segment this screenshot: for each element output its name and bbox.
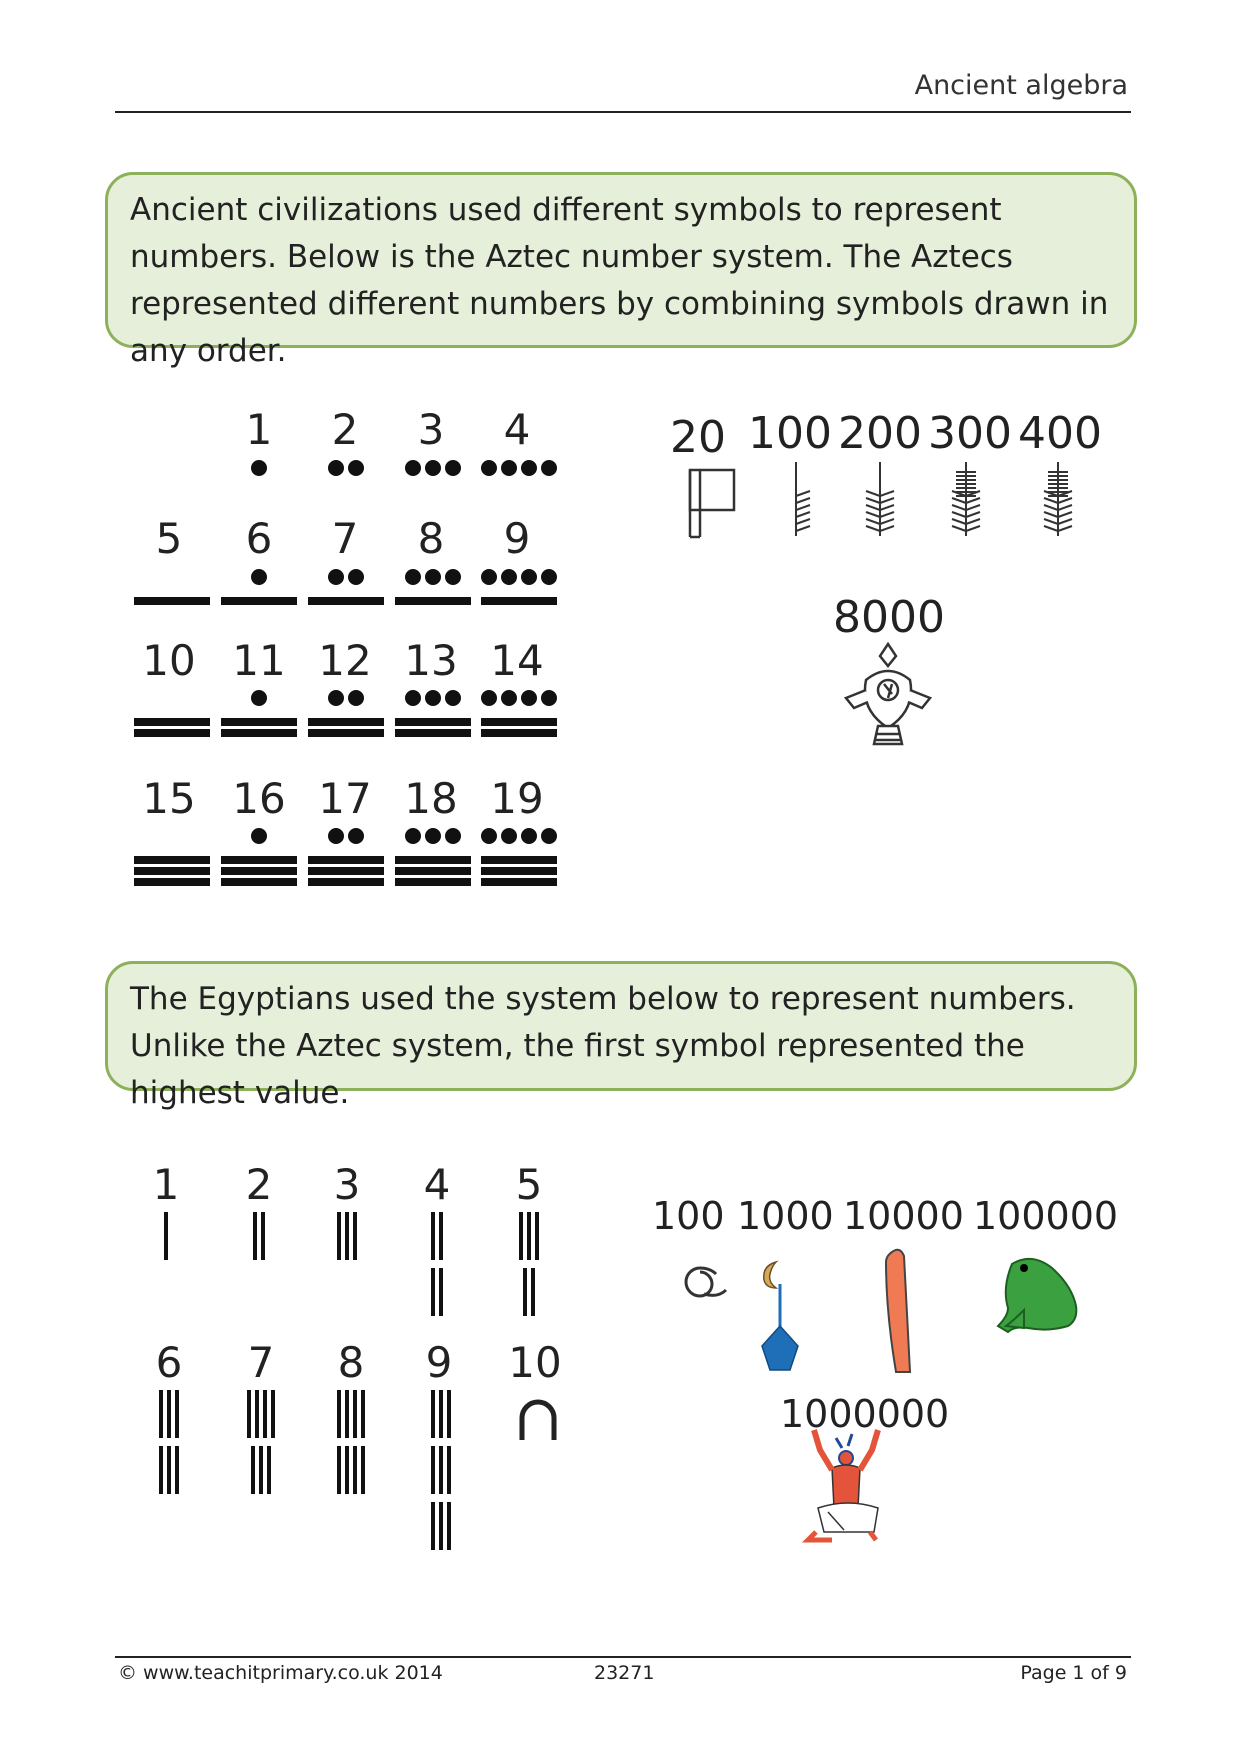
feather-icons: [796, 462, 1072, 536]
aztec-label-7: 7: [331, 514, 359, 563]
bar-mark: [308, 867, 384, 875]
aztec-glyph-19: [481, 828, 557, 886]
aztec-glyph-10: [134, 718, 210, 737]
incense-bag-icon: [846, 644, 930, 744]
footer-code: 23271: [594, 1662, 655, 1684]
egypt-glyph-7: [247, 1390, 275, 1494]
dot-mark: [481, 690, 497, 706]
feather-barb: [880, 498, 894, 503]
feather-barb: [966, 526, 980, 531]
dot-mark: [251, 690, 267, 706]
finger-icon: [886, 1250, 910, 1372]
feather-barb: [952, 498, 966, 503]
bar-mark: [395, 718, 471, 726]
tally-stroke: [259, 1446, 263, 1494]
tally-stroke: [431, 1502, 435, 1550]
dot-mark: [541, 690, 557, 706]
aztec-label-18: 18: [404, 774, 458, 823]
frog-icon: [998, 1259, 1076, 1332]
bar-mark: [134, 856, 210, 864]
tally-stroke: [345, 1446, 349, 1494]
egypt-label-9: 9: [425, 1338, 453, 1387]
dot-mark: [481, 460, 497, 476]
tally-stroke: [263, 1390, 267, 1438]
feather-icon-200: [866, 462, 894, 536]
dot-mark: [481, 828, 497, 844]
feather-barb: [796, 512, 810, 517]
aztec-label-11: 11: [232, 636, 286, 685]
egypt-glyph-9: [431, 1390, 451, 1550]
dot-mark: [445, 569, 461, 585]
egypt-glyph-5: [519, 1212, 539, 1316]
dot-mark: [251, 460, 267, 476]
aztec-label-16: 16: [232, 774, 286, 823]
bar-mark: [481, 729, 557, 737]
aztec-label-200: 200: [838, 408, 922, 459]
bar-mark: [308, 718, 384, 726]
egypt-label-8: 8: [337, 1338, 365, 1387]
feather-barb: [796, 505, 810, 510]
bar-mark: [134, 867, 210, 875]
aztec-label-5: 5: [155, 514, 183, 563]
tally-stroke: [167, 1390, 171, 1438]
feather-barb: [880, 491, 894, 496]
aztec-glyph-11: [221, 690, 297, 737]
tally-stroke: [271, 1390, 275, 1438]
bar-mark: [395, 867, 471, 875]
aztec-label-15: 15: [142, 774, 196, 823]
feather-barb: [1044, 512, 1058, 517]
bar-mark: [134, 878, 210, 886]
tally-stroke: [439, 1212, 443, 1260]
egypt-glyph-3: [337, 1212, 357, 1260]
aztec-label-17: 17: [318, 774, 372, 823]
aztec-glyph-14: [481, 690, 557, 737]
feather-barb: [796, 491, 810, 496]
egypt-glyph-8: [337, 1390, 365, 1494]
feather-barb: [1044, 505, 1058, 510]
aztec-label-4: 4: [503, 405, 531, 454]
egypt-glyph-4: [431, 1212, 443, 1316]
egypt-label-6: 6: [155, 1338, 183, 1387]
aztec-label-19: 19: [490, 774, 544, 823]
feather-barb: [966, 498, 980, 503]
aztec-glyph-8: [395, 569, 471, 605]
aztec-label-13: 13: [404, 636, 458, 685]
aztec-glyph-16: [221, 828, 297, 886]
tally-stroke: [439, 1502, 443, 1550]
tally-stroke: [167, 1446, 171, 1494]
dot-mark: [501, 690, 517, 706]
feather-barb: [796, 526, 810, 531]
dot-mark: [445, 828, 461, 844]
tally-stroke: [337, 1446, 341, 1494]
dot-mark: [445, 690, 461, 706]
tally-stroke: [431, 1268, 435, 1316]
aztec-glyph-1: [251, 460, 267, 476]
feather-barb: [1058, 498, 1072, 503]
tally-stroke: [361, 1446, 365, 1494]
egypt-glyph-6: [159, 1390, 179, 1494]
feather-barb: [880, 526, 894, 531]
tally-stroke: [535, 1212, 539, 1260]
egypt-glyph-1: [164, 1212, 168, 1260]
aztec-glyph-18: [395, 828, 471, 886]
aztec-glyph-4: [481, 460, 557, 476]
aztec-glyph-6: [221, 569, 297, 605]
egypt-label-3: 3: [333, 1160, 361, 1209]
bar-mark: [221, 878, 297, 886]
tally-stroke: [439, 1268, 443, 1316]
aztec-glyph-12: [308, 690, 384, 737]
bar-mark: [308, 878, 384, 886]
dot-mark: [328, 690, 344, 706]
dot-mark: [328, 569, 344, 585]
bar-mark: [221, 597, 297, 605]
feather-barb: [796, 498, 810, 503]
dot-mark: [251, 828, 267, 844]
feather-barb: [880, 505, 894, 510]
bar-mark: [134, 729, 210, 737]
feather-barb: [1058, 512, 1072, 517]
dot-mark: [405, 828, 421, 844]
dot-mark: [328, 828, 344, 844]
tally-stroke: [261, 1212, 265, 1260]
feather-barb: [952, 512, 966, 517]
bar-mark: [481, 597, 557, 605]
feather-barb: [866, 491, 880, 496]
dot-mark: [521, 569, 537, 585]
dot-mark: [328, 460, 344, 476]
egypt-intro-text: The Egyptians used the system below to represent numbers. Unlike the Aztec system, the first symbol represented the highest value.: [130, 981, 1076, 1111]
aztec-label-2: 2: [331, 405, 359, 454]
egypt-label-4: 4: [423, 1160, 451, 1209]
aztec-glyph-7: [308, 569, 384, 605]
bar-mark: [481, 867, 557, 875]
aztec-label-400: 400: [1018, 408, 1102, 459]
tally-stroke: [159, 1390, 163, 1438]
egypt-label-1000: 1000: [737, 1194, 834, 1238]
dot-mark: [348, 460, 364, 476]
aztec-label-12: 12: [318, 636, 372, 685]
footer-rule: [115, 1656, 1131, 1658]
egypt-tally-strokes: [159, 1212, 539, 1550]
egypt-label-1: 1: [152, 1160, 180, 1209]
feather-barb: [966, 512, 980, 517]
aztec-label-6: 6: [245, 514, 273, 563]
lotus-icon: [762, 1262, 798, 1370]
dot-mark: [541, 460, 557, 476]
dot-mark: [521, 828, 537, 844]
tally-stroke: [523, 1268, 527, 1316]
dot-mark: [425, 690, 441, 706]
bar-mark: [221, 867, 297, 875]
tally-stroke: [247, 1390, 251, 1438]
aztec-glyph-17: [308, 828, 384, 886]
egypt-label-7: 7: [247, 1338, 275, 1387]
tally-stroke: [353, 1446, 357, 1494]
egypt-label-10000: 10000: [843, 1194, 964, 1238]
egypt-label-100000: 100000: [973, 1194, 1119, 1238]
feather-icon-400: [1044, 462, 1072, 536]
dot-mark: [425, 569, 441, 585]
heel-bone-icon: [522, 1402, 554, 1440]
aztec-label-20: 20: [670, 412, 726, 463]
bar-mark: [395, 878, 471, 886]
aztec-label-9: 9: [503, 514, 531, 563]
tally-stroke: [251, 1446, 255, 1494]
tally-stroke: [431, 1446, 435, 1494]
tally-stroke: [175, 1446, 179, 1494]
dot-mark: [501, 569, 517, 585]
bar-mark: [308, 729, 384, 737]
aztec-label-10: 10: [142, 636, 196, 685]
aztec-label-8000: 8000: [833, 592, 945, 643]
tally-stroke: [345, 1390, 349, 1438]
feather-barb: [952, 505, 966, 510]
tally-stroke: [253, 1212, 257, 1260]
tally-stroke: [164, 1212, 168, 1260]
feather-barb: [966, 519, 980, 524]
dot-mark: [348, 569, 364, 585]
egypt-label-2: 2: [245, 1160, 273, 1209]
egypt-label-1000000: 1000000: [780, 1392, 950, 1436]
aztec-glyph-15: [134, 856, 210, 886]
dot-mark: [481, 569, 497, 585]
aztec-label-3: 3: [417, 405, 445, 454]
dot-mark: [521, 460, 537, 476]
bar-mark: [221, 718, 297, 726]
tally-stroke: [447, 1502, 451, 1550]
tally-stroke: [267, 1446, 271, 1494]
dot-mark: [425, 460, 441, 476]
feather-barb: [866, 512, 880, 517]
aztec-label-8: 8: [417, 514, 445, 563]
dot-mark: [405, 460, 421, 476]
dot-mark: [521, 690, 537, 706]
dot-mark: [405, 569, 421, 585]
feather-barb: [866, 498, 880, 503]
feather-barb: [866, 526, 880, 531]
tally-stroke: [159, 1446, 163, 1494]
header-title: Ancient algebra: [914, 70, 1128, 101]
feather-barb: [1058, 526, 1072, 531]
tally-stroke: [337, 1212, 341, 1260]
aztec-label-300: 300: [928, 408, 1012, 459]
bar-mark: [395, 856, 471, 864]
dot-mark: [348, 828, 364, 844]
bar-mark: [481, 878, 557, 886]
dot-mark: [348, 690, 364, 706]
aztec-label-1: 1: [245, 405, 273, 454]
feather-barb: [1058, 505, 1072, 510]
aztec-intro-text: Ancient civilizations used different symbols to represent numbers. Below is the Aztec number system. The Aztecs represented different numbers by combining symbols drawn in any order.: [130, 192, 1109, 369]
bar-mark: [221, 856, 297, 864]
feather-barb: [866, 519, 880, 524]
aztec-glyph-5: [134, 597, 210, 605]
feather-barb: [1044, 519, 1058, 524]
aztec-label-14: 14: [490, 636, 544, 685]
tally-stroke: [337, 1390, 341, 1438]
feather-icon-100: [796, 462, 810, 536]
tally-stroke: [447, 1390, 451, 1438]
feather-barb: [796, 519, 810, 524]
tally-stroke: [345, 1212, 349, 1260]
dot-mark: [541, 569, 557, 585]
aztec-glyph-2: [328, 460, 364, 476]
dot-mark: [405, 690, 421, 706]
dot-mark: [425, 828, 441, 844]
tally-stroke: [361, 1390, 365, 1438]
bar-mark: [221, 729, 297, 737]
tally-stroke: [175, 1390, 179, 1438]
egypt-label-10: 10: [508, 1338, 562, 1387]
footer-page-number: Page 1 of 9: [1020, 1662, 1127, 1684]
tally-stroke: [531, 1268, 535, 1316]
feather-barb: [1044, 498, 1058, 503]
aztec-glyph-9: [481, 569, 557, 605]
egypt-label-100: 100: [652, 1194, 725, 1238]
bar-mark: [308, 856, 384, 864]
bar-mark: [134, 718, 210, 726]
tally-stroke: [527, 1212, 531, 1260]
tally-stroke: [439, 1390, 443, 1438]
tally-stroke: [255, 1390, 259, 1438]
tally-stroke: [431, 1390, 435, 1438]
dot-mark: [445, 460, 461, 476]
egypt-glyph-2: [253, 1212, 265, 1260]
aztec-glyph-13: [395, 690, 471, 737]
tally-stroke: [431, 1212, 435, 1260]
dot-mark: [501, 460, 517, 476]
aztec-glyph-3: [405, 460, 461, 476]
bar-mark: [134, 597, 210, 605]
tally-stroke: [439, 1446, 443, 1494]
coil-rope-icon: [686, 1268, 726, 1296]
heh-god-icon: [808, 1430, 878, 1540]
feather-barb: [966, 505, 980, 510]
bar-mark: [308, 597, 384, 605]
feather-barb: [952, 519, 966, 524]
bar-mark: [481, 718, 557, 726]
tally-stroke: [447, 1446, 451, 1494]
feather-barb: [1044, 526, 1058, 531]
feather-icon-300: [952, 462, 980, 536]
bar-mark: [395, 597, 471, 605]
aztec-dot-bar-marks: [134, 460, 557, 886]
dot-mark: [251, 569, 267, 585]
feather-barb: [880, 519, 894, 524]
dot-mark: [541, 828, 557, 844]
tally-stroke: [353, 1390, 357, 1438]
feather-barb: [880, 512, 894, 517]
tally-stroke: [353, 1212, 357, 1260]
bar-mark: [395, 729, 471, 737]
dot-mark: [501, 828, 517, 844]
aztec-label-100: 100: [748, 408, 832, 459]
flag-icon: [690, 470, 734, 537]
tally-stroke: [519, 1212, 523, 1260]
bar-mark: [481, 856, 557, 864]
footer-copyright: © www.teachitprimary.co.uk 2014: [118, 1662, 443, 1684]
feather-barb: [952, 526, 966, 531]
feather-barb: [866, 505, 880, 510]
egypt-label-5: 5: [515, 1160, 543, 1209]
feather-barb: [1058, 519, 1072, 524]
